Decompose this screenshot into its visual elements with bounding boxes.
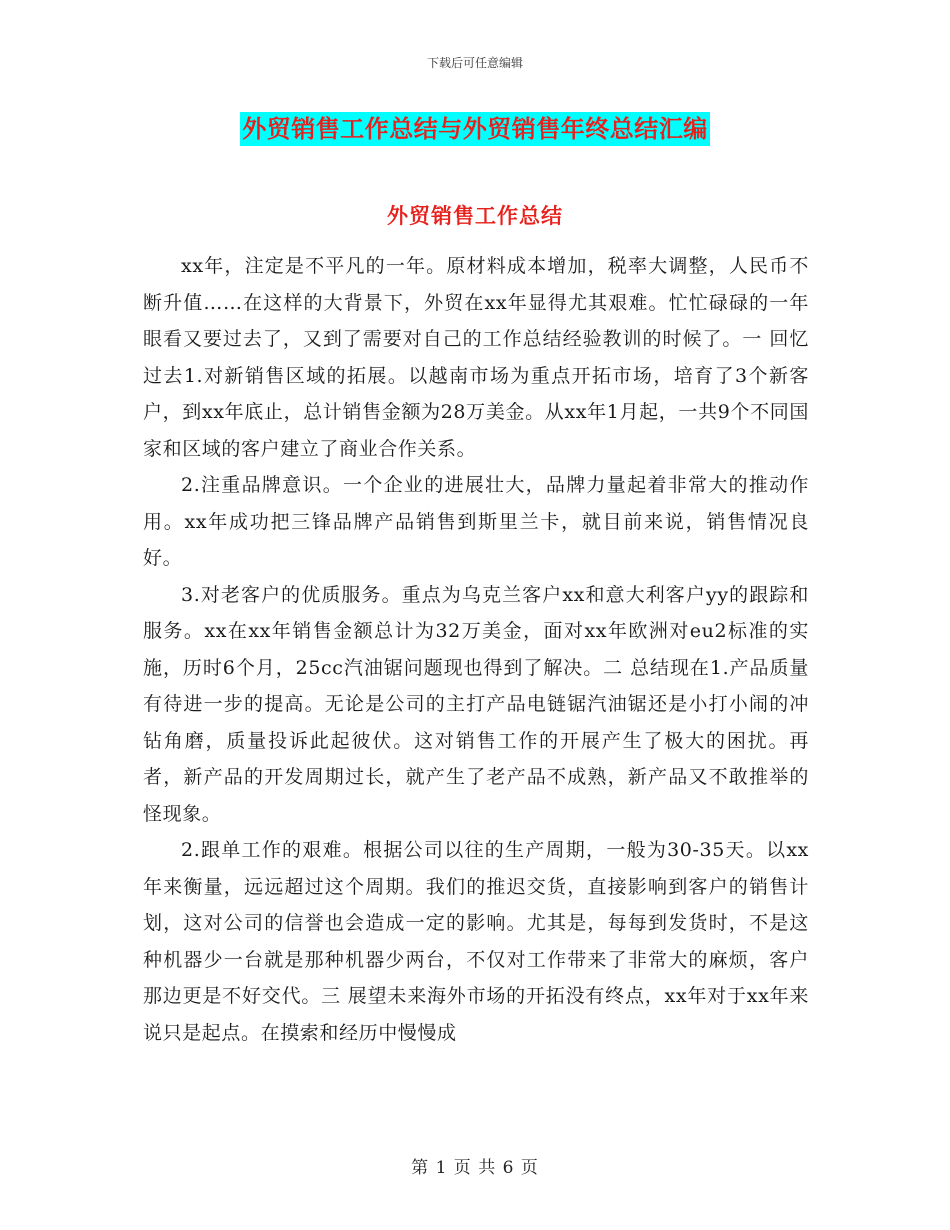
header-note: 下载后可任意编辑 [426,56,523,70]
document-title-container [0,112,950,146]
body-paragraph: xx年，注定是不平凡的一年。原材料成本增加，税率大调整，人民币不断升值……在这样的大背景下，外贸在xx年显得尤其艰难。忙忙碌碌的一年眼看又要过去了，又到了需要对自己的工作总结经验教训的时候了。一 回忆过去1.对新销售区域的拓展。以越南市场为重点开拓市场，培育了3个新客户，到xx年底止，总计销售金额为28万美金。从xx年1月起，一共9个不同国家和区域的客户建立了商业合作关系。 [143,255,809,460]
body-paragraph: 2.跟单工作的艰难。根据公司以往的生产周期，一般为30-35天。以xx年来衡量，远远超过这个周期。我们的推迟交货，直接影响到客户的销售计划，这对公司的信誉也会造成一定的影响。尤其是，每每到发货时，不是这种机器少一台就是那种机器少两台，不仅对工作带来了非常大的麻烦，客户那边更是不好交代。三 展望未来海外市场的开拓没有终点，xx年对于xx年来说只是起点。在摸索和经历中慢慢成 [143,839,809,1044]
body-paragraph: 2.注重品牌意识。一个企业的进展壮大，品牌力量起着非常大的推动作用。xx年成功把三锋品牌产品销售到斯里兰卡，就目前来说，销售情况良好。 [143,474,809,569]
section-title: 外贸销售工作总结 [387,203,563,228]
document-body [143,248,809,1051]
page-footer: 第 1 页 共 6 页 [411,1158,539,1178]
document-title: 外贸销售工作总结与外贸销售年终总结汇编 [240,112,710,146]
body-paragraph: 3.对老客户的优质服务。重点为乌克兰客户xx和意大利客户yy的跟踪和服务。xx在xx年销售金额总计为32万美金，面对xx年欧洲对eu2标准的实施，历时6个月，25cc汽油锯问题现也得到了解决。二 总结现在1.产品质量有待进一步的提高。无论是公司的主打产品电链锯汽油锯还是小打小闹的冲钻角磨，质量投诉此起彼伏。这对销售工作的开展产生了极大的困扰。再者，新产品的开发周期过长，就产生了老产品不成熟，新产品又不敢推举的怪现象。 [143,583,809,825]
